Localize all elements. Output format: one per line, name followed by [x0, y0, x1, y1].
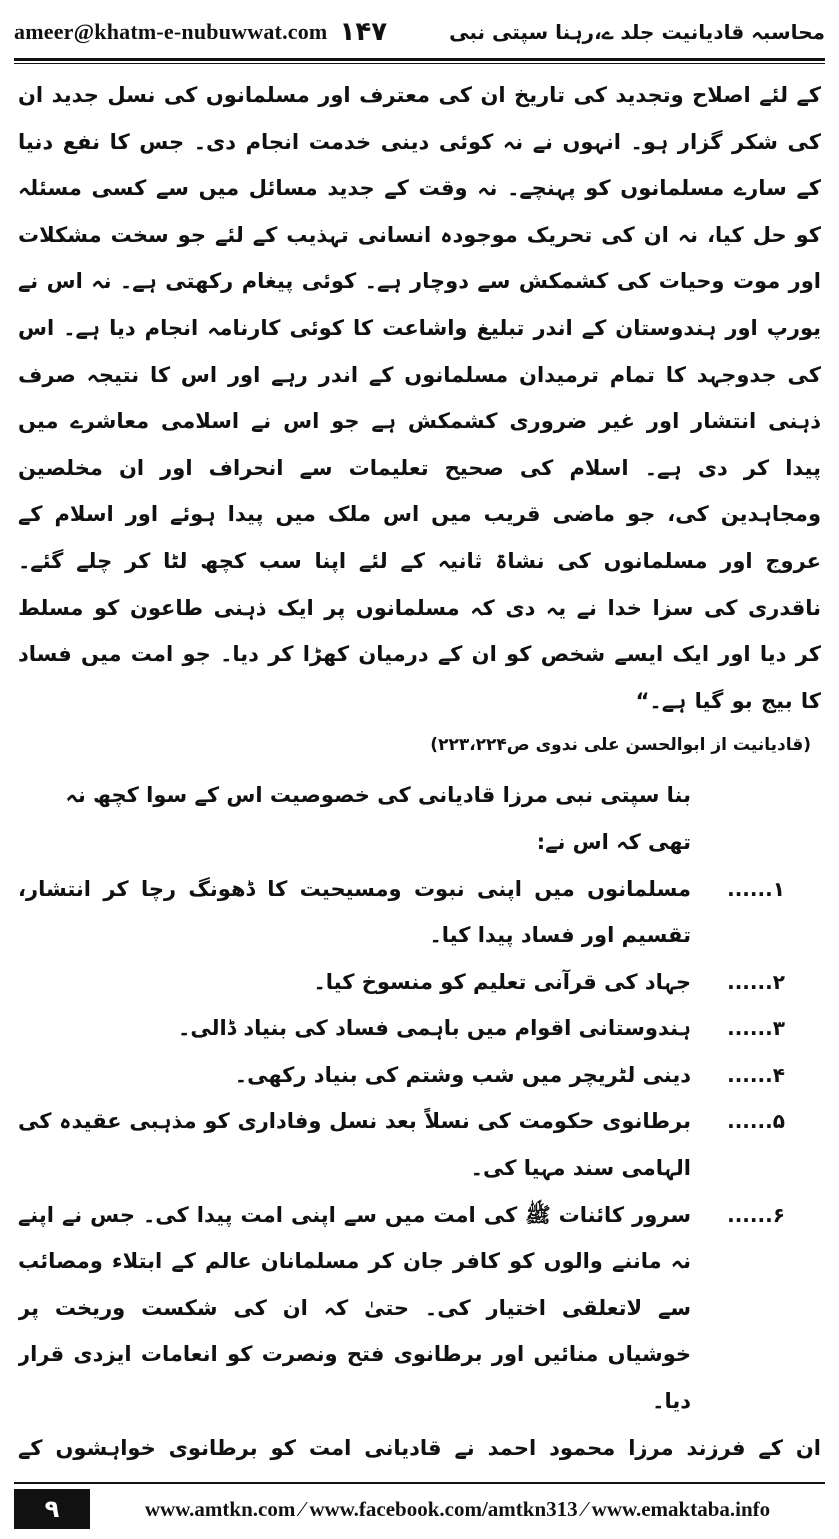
list-item — [18, 1192, 821, 1425]
header-left — [14, 17, 387, 47]
list-item-number: ۴...... — [727, 1062, 785, 1087]
citation-reference: (قادیانیت از ابوالحسن علی ندوی ص۲۲۳،۲۲۴) — [430, 735, 811, 756]
header-divider — [14, 58, 825, 61]
list-item-number: ۱...... — [727, 876, 785, 901]
list-item-text: ہندوستانی اقوام میں باہمی فساد کی بنیاد ڈالی۔ — [178, 1016, 691, 1041]
header-page-number: ۱۴۷ — [339, 17, 388, 47]
list-item-number: ۵...... — [727, 1109, 785, 1134]
list-intro: بنا سپتی نبی مرزا قادیانی کی خصوصیت اس کے سوا کچھ نہ تھی کہ اس نے: — [65, 783, 691, 854]
list-item-number: ۶...... — [727, 1202, 785, 1227]
list-item — [18, 959, 821, 1006]
list-item-text: سرور کائنات ﷺ کی امت میں سے اپنی امت پیدا کی۔ جس نے اپنے نہ ماننے والوں کو کافر جان کر مسلمانان عالم کے ابتلاء ومصائب سے لاتعلقی اختیار کی۔ حتیٰ کہ ان کی شکست وریخت پر خوشیاں منائیں اور برطانوی فتح ونصرت کو انعامات ایزدی قرار دیا۔ — [18, 1202, 691, 1414]
list-item-text: مسلمانوں میں اپنی نبوت ومسیحیت کا ڈھونگ رچا کر انتشار، تقسیم اور فساد پیدا کیا۔ — [18, 876, 691, 948]
list-item-text: جہاد کی قرآنی تعلیم کو منسوخ کیا۔ — [313, 969, 691, 994]
list-item-number: ۲...... — [727, 969, 785, 994]
header-email[interactable]: ameer@khatm-e-nubuwwat.com — [14, 19, 328, 44]
points-list — [18, 866, 821, 1425]
list-item — [18, 1005, 821, 1052]
list-item — [18, 1098, 821, 1191]
list-item — [18, 866, 821, 959]
footer-page-number: ۹ — [14, 1489, 90, 1529]
footer-urls[interactable]: www.amtkn.com ⁄ www.facebook.com/amtkn313 ⁄ www.emaktaba.info — [144, 1496, 771, 1521]
page-footer — [14, 1487, 825, 1531]
closing-paragraph: ان کے فرزند مرزا محمود احمد نے قادیانی امت کو برطانوی خواہشوں کے — [18, 1435, 821, 1460]
footer-divider — [14, 1482, 825, 1484]
page-body — [18, 72, 821, 1477]
page-header — [14, 10, 825, 54]
header-divider-thin — [14, 63, 825, 64]
list-item — [18, 1052, 821, 1099]
quote-paragraph: کے لئے اصلاح وتجدید کی تاریخ ان کی معترف اور مسلمانوں کی نسل جدید ان کی شکر گزار ہو۔ انہوں نے نہ کوئی دینی خدمت انجام دی۔ جس کا نفع دنیا کے سارے مسلمانوں کو پہنچے۔ نہ وقت کے جدید مسائل میں سے کسی مسئلہ کو حل کیا، نہ ان کی تحریک موجودہ انسانی تہذیب کے لئے جو سخت مشکلات اور موت وحیات کی کشمکش سے دوچار ہے۔ کوئی پیغام رکھتی ہے۔ نہ اس نے یورپ اور ہندوستان کے اندر تبلیغ واشاعت کا کوئی کارنامہ انجام دیا ہے۔ اس کی جدوجہد کا تمام ترمیدان مسلمانوں کے اندر رہے اور اس کا نتیجہ صرف ذہنی انتشار اور غیر ضروری کشمکش ہے جو اس نے اسلامی معاشرے میں پیدا کر دی ہے۔ اسلام کی صحیح تعلیمات سے انحراف اور ان مخلصین ومجاہدین کی، جو ماضی قریب میں اس ملک میں پیدا ہوئے اور اسلام کے عروج اور مسلمانوں کی نشاۃ ثانیہ کے لئے اپنا سب کچھ لٹا کر چلے گئے۔ ناقدری کی سزا خدا نے یہ دی کہ مسلمانوں پر ایک ذہنی طاعون کو مسلط کر دیا اور ایک ایسے شخص کو ان کے درمیان کھڑا کر دیا۔ جو امت میں فساد کا بیج بو گیا ہے۔“ — [18, 83, 821, 713]
list-item-text: برطانوی حکومت کی نسلاً بعد نسل وفاداری کو مذہبی عقیدہ کی الہامی سند مہیا کی۔ — [18, 1109, 691, 1181]
header-book-title: محاسبہ قادیانیت جلد ے،رہنا سپتی نبی — [449, 20, 825, 44]
list-item-text: دینی لٹریچر میں شب وشتم کی بنیاد رکھی۔ — [234, 1062, 691, 1087]
list-item-number: ۳...... — [727, 1016, 785, 1041]
